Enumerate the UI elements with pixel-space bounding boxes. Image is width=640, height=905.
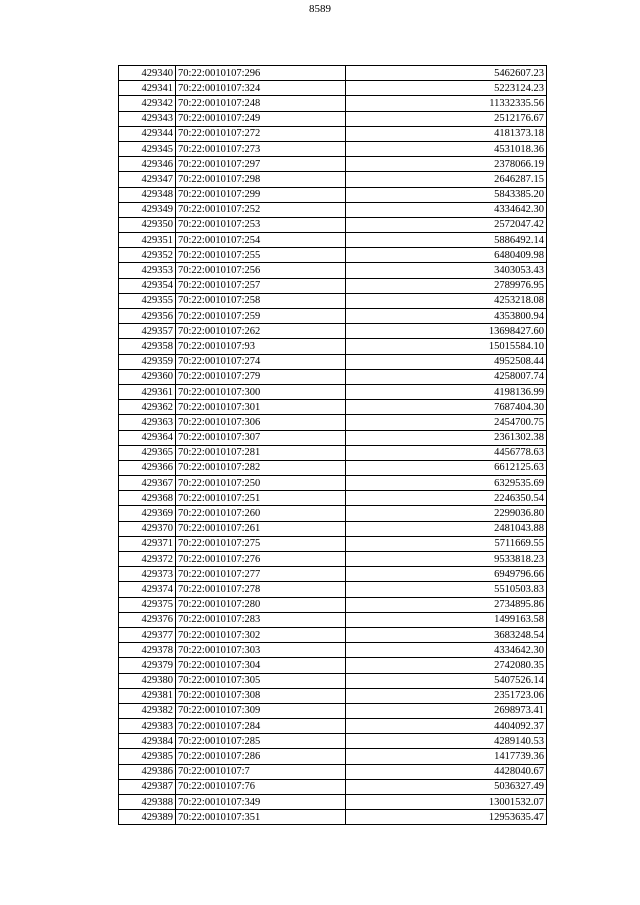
cadastral-number-cell: 70:22:0010107:249 bbox=[176, 111, 346, 126]
cadastral-value-cell: 5886492.14 bbox=[346, 233, 547, 248]
cadastral-value-cell: 2512176.67 bbox=[346, 111, 547, 126]
cadastral-number-cell: 70:22:0010107:280 bbox=[176, 597, 346, 612]
cadastral-number-cell: 70:22:0010107:253 bbox=[176, 217, 346, 232]
row-number-cell: 429383 bbox=[119, 719, 176, 734]
row-number-cell: 429340 bbox=[119, 66, 176, 81]
table-row bbox=[119, 324, 547, 339]
cadastral-value-cell: 3683248.54 bbox=[346, 627, 547, 642]
table-row bbox=[119, 263, 547, 278]
cadastral-number-cell: 70:22:0010107:301 bbox=[176, 400, 346, 415]
cadastral-number-cell: 70:22:0010107:93 bbox=[176, 339, 346, 354]
cadastral-value-cell: 4353800.94 bbox=[346, 309, 547, 324]
table-row bbox=[119, 673, 547, 688]
table-row bbox=[119, 96, 547, 111]
cadastral-value-cell: 2481043.88 bbox=[346, 521, 547, 536]
table-row bbox=[119, 597, 547, 612]
row-number-cell: 429353 bbox=[119, 263, 176, 278]
table-row bbox=[119, 688, 547, 703]
table-row bbox=[119, 582, 547, 597]
cadastral-value-cell: 4428040.67 bbox=[346, 764, 547, 779]
cadastral-value-cell: 13698427.60 bbox=[346, 324, 547, 339]
table-body bbox=[119, 66, 547, 825]
row-number-cell: 429358 bbox=[119, 339, 176, 354]
row-number-cell: 429370 bbox=[119, 521, 176, 536]
table-row bbox=[119, 126, 547, 141]
row-number-cell: 429349 bbox=[119, 202, 176, 217]
cadastral-number-cell: 70:22:0010107:261 bbox=[176, 521, 346, 536]
cadastral-value-cell: 2299036.80 bbox=[346, 506, 547, 521]
cadastral-value-cell: 15015584.10 bbox=[346, 339, 547, 354]
cadastral-value-cell: 5510503.83 bbox=[346, 582, 547, 597]
cadastral-value-cell: 7687404.30 bbox=[346, 400, 547, 415]
cadastral-value-cell: 2378066.19 bbox=[346, 157, 547, 172]
table-row bbox=[119, 552, 547, 567]
table-row bbox=[119, 810, 547, 825]
row-number-cell: 429347 bbox=[119, 172, 176, 187]
table-row bbox=[119, 445, 547, 460]
table-row bbox=[119, 111, 547, 126]
cadastral-value-cell: 4181373.18 bbox=[346, 126, 547, 141]
cadastral-number-cell: 70:22:0010107:284 bbox=[176, 719, 346, 734]
cadastral-number-cell: 70:22:0010107:250 bbox=[176, 476, 346, 491]
row-number-cell: 429381 bbox=[119, 688, 176, 703]
table-row bbox=[119, 217, 547, 232]
cadastral-number-cell: 70:22:0010107:255 bbox=[176, 248, 346, 263]
table-row bbox=[119, 157, 547, 172]
cadastral-value-cell: 4456778.63 bbox=[346, 445, 547, 460]
row-number-cell: 429373 bbox=[119, 567, 176, 582]
table-row bbox=[119, 369, 547, 384]
row-number-cell: 429344 bbox=[119, 126, 176, 141]
table-row bbox=[119, 339, 547, 354]
cadastral-value-cell: 2734895.86 bbox=[346, 597, 547, 612]
cadastral-value-cell: 2361302.38 bbox=[346, 430, 547, 445]
cadastral-number-cell: 70:22:0010107:277 bbox=[176, 567, 346, 582]
cadastral-value-cell: 4404092.37 bbox=[346, 719, 547, 734]
row-number-cell: 429379 bbox=[119, 658, 176, 673]
cadastral-number-cell: 70:22:0010107:276 bbox=[176, 552, 346, 567]
cadastral-number-cell: 70:22:0010107:273 bbox=[176, 141, 346, 156]
cadastral-number-cell: 70:22:0010107:259 bbox=[176, 309, 346, 324]
cadastral-number-cell: 70:22:0010107:252 bbox=[176, 202, 346, 217]
table-row bbox=[119, 415, 547, 430]
cadastral-number-cell: 70:22:0010107:256 bbox=[176, 263, 346, 278]
cadastral-value-cell: 5843385.20 bbox=[346, 187, 547, 202]
row-number-cell: 429350 bbox=[119, 217, 176, 232]
cadastral-value-cell: 1417739.36 bbox=[346, 749, 547, 764]
row-number-cell: 429357 bbox=[119, 324, 176, 339]
row-number-cell: 429375 bbox=[119, 597, 176, 612]
row-number-cell: 429345 bbox=[119, 141, 176, 156]
table-row bbox=[119, 764, 547, 779]
cadastral-value-cell: 4531018.36 bbox=[346, 141, 547, 156]
cadastral-value-cell: 4253218.08 bbox=[346, 293, 547, 308]
cadastral-value-cell: 2789976.95 bbox=[346, 278, 547, 293]
cadastral-value-cell: 3403053.43 bbox=[346, 263, 547, 278]
table-row bbox=[119, 354, 547, 369]
cadastral-value-cell: 6480409.98 bbox=[346, 248, 547, 263]
table-row bbox=[119, 81, 547, 96]
cadastral-number-cell: 70:22:0010107:76 bbox=[176, 779, 346, 794]
row-number-cell: 429342 bbox=[119, 96, 176, 111]
row-number-cell: 429363 bbox=[119, 415, 176, 430]
cadastral-number-cell: 70:22:0010107:302 bbox=[176, 627, 346, 642]
table-row bbox=[119, 233, 547, 248]
table-row bbox=[119, 202, 547, 217]
cadastral-value-cell: 4289140.53 bbox=[346, 734, 547, 749]
row-number-cell: 429343 bbox=[119, 111, 176, 126]
table-row bbox=[119, 460, 547, 475]
row-number-cell: 429348 bbox=[119, 187, 176, 202]
cadastral-value-cell: 12953635.47 bbox=[346, 810, 547, 825]
cadastral-number-cell: 70:22:0010107:305 bbox=[176, 673, 346, 688]
cadastral-value-cell: 2454700.75 bbox=[346, 415, 547, 430]
row-number-cell: 429364 bbox=[119, 430, 176, 445]
row-number-cell: 429389 bbox=[119, 810, 176, 825]
row-number-cell: 429354 bbox=[119, 278, 176, 293]
table-row bbox=[119, 476, 547, 491]
table-row bbox=[119, 309, 547, 324]
row-number-cell: 429382 bbox=[119, 703, 176, 718]
cadastral-number-cell: 70:22:0010107:254 bbox=[176, 233, 346, 248]
cadastral-value-cell: 9533818.23 bbox=[346, 552, 547, 567]
table-row bbox=[119, 734, 547, 749]
table-row bbox=[119, 400, 547, 415]
row-number-cell: 429377 bbox=[119, 627, 176, 642]
row-number-cell: 429359 bbox=[119, 354, 176, 369]
cadastral-value-cell: 2698973.41 bbox=[346, 703, 547, 718]
cadastral-number-cell: 70:22:0010107:272 bbox=[176, 126, 346, 141]
page-number: 8589 bbox=[309, 3, 331, 15]
cadastral-number-cell: 70:22:0010107:286 bbox=[176, 749, 346, 764]
row-number-cell: 429346 bbox=[119, 157, 176, 172]
cadastral-number-cell: 70:22:0010107:283 bbox=[176, 612, 346, 627]
cadastral-number-cell: 70:22:0010107:258 bbox=[176, 293, 346, 308]
row-number-cell: 429371 bbox=[119, 536, 176, 551]
table-row bbox=[119, 719, 547, 734]
cadastral-value-cell: 2351723.06 bbox=[346, 688, 547, 703]
row-number-cell: 429362 bbox=[119, 400, 176, 415]
cadastral-number-cell: 70:22:0010107:300 bbox=[176, 384, 346, 399]
row-number-cell: 429366 bbox=[119, 460, 176, 475]
table-row bbox=[119, 521, 547, 536]
row-number-cell: 429386 bbox=[119, 764, 176, 779]
row-number-cell: 429352 bbox=[119, 248, 176, 263]
row-number-cell: 429376 bbox=[119, 612, 176, 627]
cadastral-number-cell: 70:22:0010107:296 bbox=[176, 66, 346, 81]
table-row bbox=[119, 506, 547, 521]
cadastral-value-table bbox=[118, 65, 547, 825]
table-row bbox=[119, 658, 547, 673]
row-number-cell: 429385 bbox=[119, 749, 176, 764]
table-row bbox=[119, 795, 547, 810]
table-row bbox=[119, 703, 547, 718]
table-row bbox=[119, 430, 547, 445]
cadastral-number-cell: 70:22:0010107:308 bbox=[176, 688, 346, 703]
cadastral-number-cell: 70:22:0010107:281 bbox=[176, 445, 346, 460]
cadastral-number-cell: 70:22:0010107:7 bbox=[176, 764, 346, 779]
cadastral-value-cell: 2742080.35 bbox=[346, 658, 547, 673]
table-row bbox=[119, 749, 547, 764]
row-number-cell: 429388 bbox=[119, 795, 176, 810]
cadastral-number-cell: 70:22:0010107:278 bbox=[176, 582, 346, 597]
cadastral-value-cell: 6949796.66 bbox=[346, 567, 547, 582]
cadastral-value-cell: 1499163.58 bbox=[346, 612, 547, 627]
cadastral-number-cell: 70:22:0010107:257 bbox=[176, 278, 346, 293]
table-row bbox=[119, 172, 547, 187]
cadastral-number-cell: 70:22:0010107:304 bbox=[176, 658, 346, 673]
cadastral-number-cell: 70:22:0010107:299 bbox=[176, 187, 346, 202]
cadastral-number-cell: 70:22:0010107:279 bbox=[176, 369, 346, 384]
row-number-cell: 429360 bbox=[119, 369, 176, 384]
table-row bbox=[119, 779, 547, 794]
cadastral-number-cell: 70:22:0010107:298 bbox=[176, 172, 346, 187]
cadastral-number-cell: 70:22:0010107:274 bbox=[176, 354, 346, 369]
table-row bbox=[119, 141, 547, 156]
table-row bbox=[119, 612, 547, 627]
row-number-cell: 429369 bbox=[119, 506, 176, 521]
row-number-cell: 429367 bbox=[119, 476, 176, 491]
table-row bbox=[119, 66, 547, 81]
cadastral-number-cell: 70:22:0010107:351 bbox=[176, 810, 346, 825]
cadastral-value-cell: 4334642.30 bbox=[346, 643, 547, 658]
cadastral-number-cell: 70:22:0010107:282 bbox=[176, 460, 346, 475]
cadastral-value-cell: 5036327.49 bbox=[346, 779, 547, 794]
cadastral-value-cell: 4198136.99 bbox=[346, 384, 547, 399]
cadastral-value-cell: 13001532.07 bbox=[346, 795, 547, 810]
cadastral-number-cell: 70:22:0010107:349 bbox=[176, 795, 346, 810]
table-row bbox=[119, 293, 547, 308]
cadastral-value-cell: 6329535.69 bbox=[346, 476, 547, 491]
row-number-cell: 429351 bbox=[119, 233, 176, 248]
cadastral-value-cell: 6612125.63 bbox=[346, 460, 547, 475]
row-number-cell: 429387 bbox=[119, 779, 176, 794]
cadastral-number-cell: 70:22:0010107:324 bbox=[176, 81, 346, 96]
row-number-cell: 429380 bbox=[119, 673, 176, 688]
cadastral-value-cell: 4952508.44 bbox=[346, 354, 547, 369]
row-number-cell: 429372 bbox=[119, 552, 176, 567]
cadastral-value-cell: 11332335.56 bbox=[346, 96, 547, 111]
cadastral-number-cell: 70:22:0010107:260 bbox=[176, 506, 346, 521]
row-number-cell: 429341 bbox=[119, 81, 176, 96]
cadastral-number-cell: 70:22:0010107:309 bbox=[176, 703, 346, 718]
row-number-cell: 429368 bbox=[119, 491, 176, 506]
row-number-cell: 429384 bbox=[119, 734, 176, 749]
table-row bbox=[119, 384, 547, 399]
cadastral-value-cell: 5407526.14 bbox=[346, 673, 547, 688]
cadastral-number-cell: 70:22:0010107:307 bbox=[176, 430, 346, 445]
table-row bbox=[119, 491, 547, 506]
cadastral-number-cell: 70:22:0010107:251 bbox=[176, 491, 346, 506]
row-number-cell: 429378 bbox=[119, 643, 176, 658]
cadastral-number-cell: 70:22:0010107:306 bbox=[176, 415, 346, 430]
cadastral-number-cell: 70:22:0010107:297 bbox=[176, 157, 346, 172]
row-number-cell: 429361 bbox=[119, 384, 176, 399]
cadastral-value-cell: 5223124.23 bbox=[346, 81, 547, 96]
cadastral-value-cell: 5711669.55 bbox=[346, 536, 547, 551]
table-row bbox=[119, 567, 547, 582]
table-row bbox=[119, 627, 547, 642]
row-number-cell: 429355 bbox=[119, 293, 176, 308]
table-row bbox=[119, 248, 547, 263]
table-row bbox=[119, 187, 547, 202]
cadastral-value-cell: 2572047.42 bbox=[346, 217, 547, 232]
cadastral-number-cell: 70:22:0010107:303 bbox=[176, 643, 346, 658]
cadastral-number-cell: 70:22:0010107:248 bbox=[176, 96, 346, 111]
table-row bbox=[119, 536, 547, 551]
table-row bbox=[119, 278, 547, 293]
cadastral-number-cell: 70:22:0010107:285 bbox=[176, 734, 346, 749]
cadastral-value-cell: 5462607.23 bbox=[346, 66, 547, 81]
table-row bbox=[119, 643, 547, 658]
cadastral-number-cell: 70:22:0010107:275 bbox=[176, 536, 346, 551]
cadastral-value-cell: 4334642.30 bbox=[346, 202, 547, 217]
cadastral-number-cell: 70:22:0010107:262 bbox=[176, 324, 346, 339]
row-number-cell: 429374 bbox=[119, 582, 176, 597]
row-number-cell: 429356 bbox=[119, 309, 176, 324]
row-number-cell: 429365 bbox=[119, 445, 176, 460]
cadastral-value-cell: 2646287.15 bbox=[346, 172, 547, 187]
cadastral-value-cell: 2246350.54 bbox=[346, 491, 547, 506]
cadastral-value-cell: 4258007.74 bbox=[346, 369, 547, 384]
